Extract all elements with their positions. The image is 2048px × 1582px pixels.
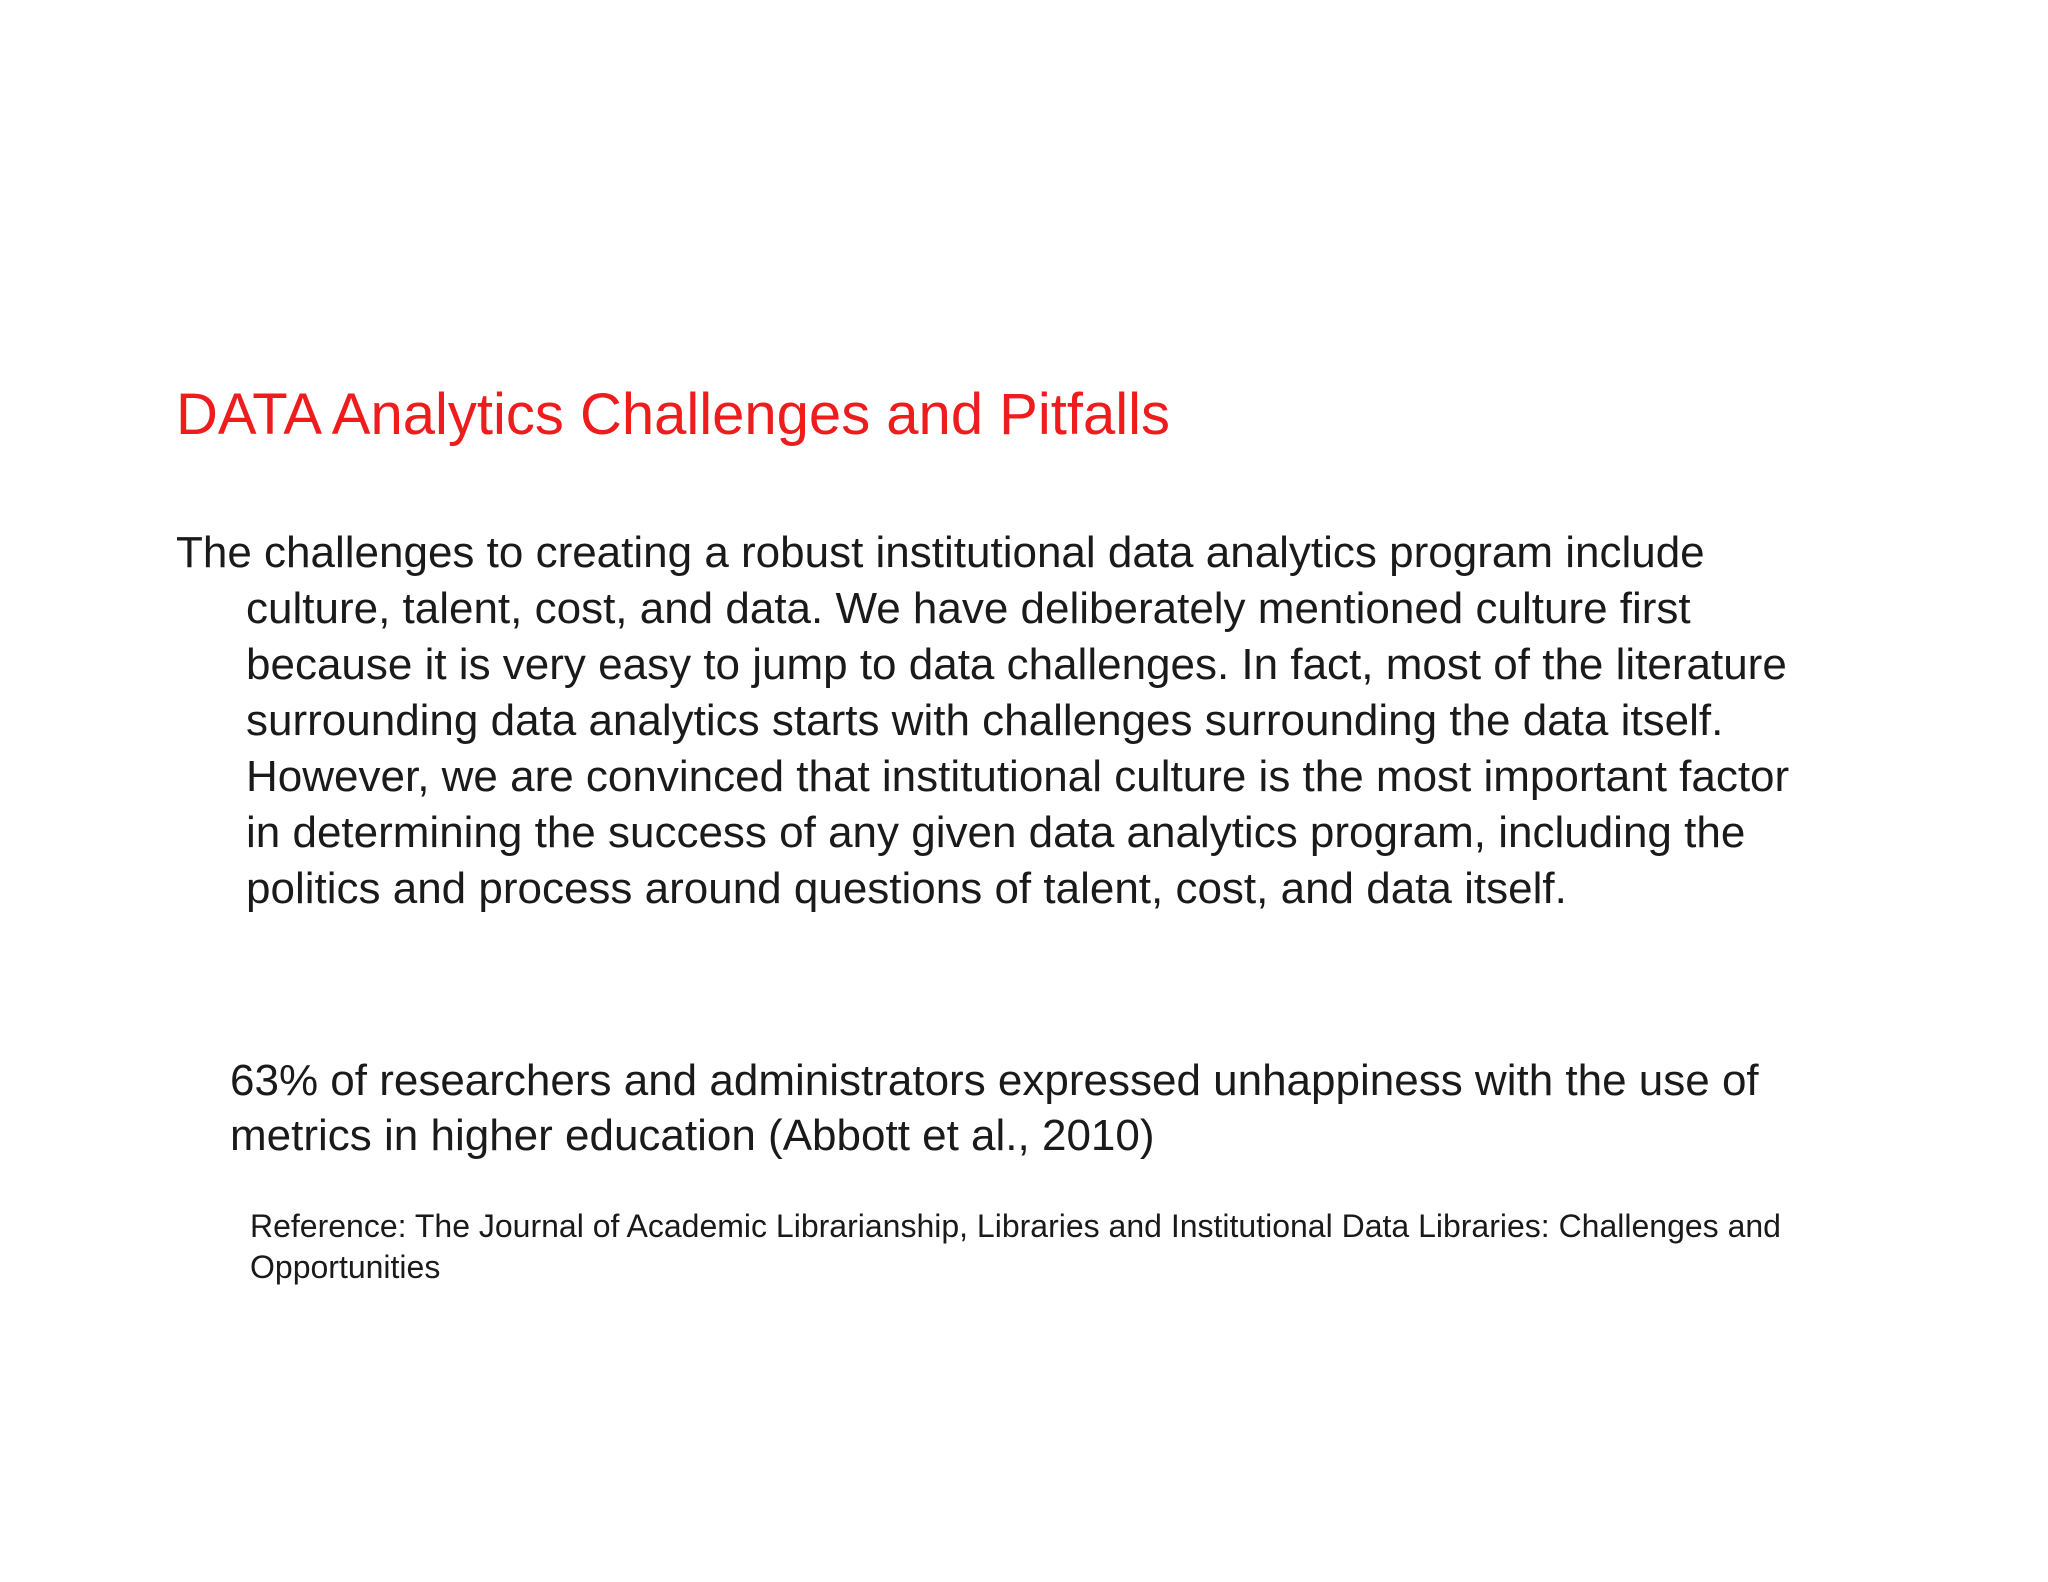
- slide-title: DATA Analytics Challenges and Pitfalls: [176, 382, 1171, 447]
- reference-citation: Reference: The Journal of Academic Librarianship, Libraries and Institutional Data Libraries: Challenges and Opportunities: [250, 1208, 1781, 1285]
- statistic-text: 63% of researchers and administrators expressed unhappiness with the use of metrics in higher education (Abbott et al., 2010): [230, 1056, 1759, 1160]
- body-paragraph: The challenges to creating a robust institutional data analytics program include culture, talent, cost, and data. We have deliberately mentioned culture first because it is very easy to jump to data challenges. In fact, most of the literature surrounding data analytics starts with challenges surrounding the data itself. However, we are convinced that institutional culture is the most important factor in determining the success of any given data analytics program, including the politics and process around questions of talent, cost, and data itself.: [176, 528, 1790, 913]
